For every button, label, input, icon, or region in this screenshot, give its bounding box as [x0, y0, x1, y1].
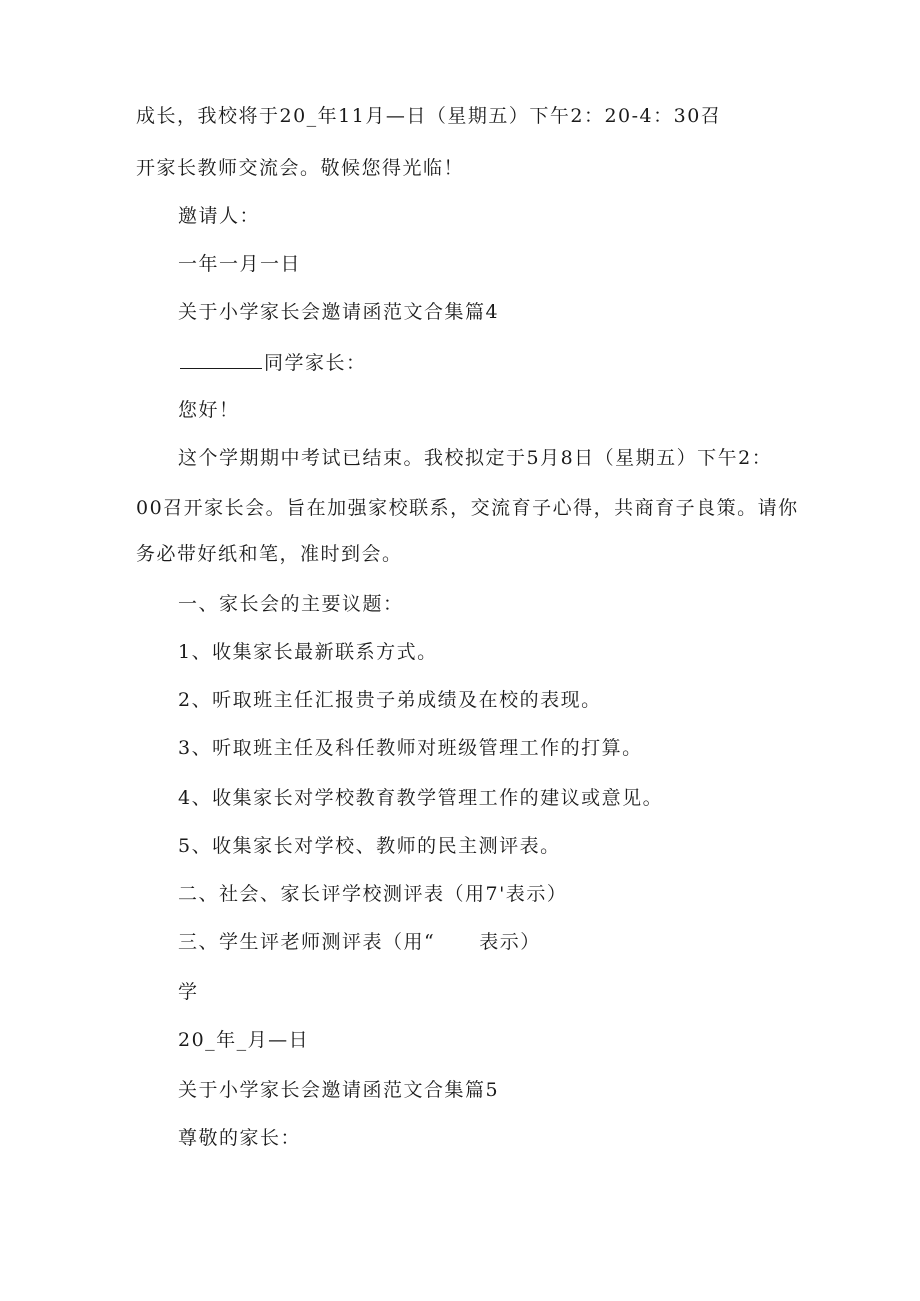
date-line: 20_年_月—日: [178, 1029, 310, 1051]
list-item: 5、收集家长对学校、教师的民主测评表。: [178, 835, 561, 857]
list-item: 3、听取班主任及科任教师对班级管理工作的打算。: [178, 737, 643, 759]
paragraph-line: 成长，我校将于20_年11月—日（星期五）下午2：20-4：30召: [136, 105, 722, 127]
text-fragment: 学: [178, 981, 199, 1003]
paragraph-line: 开家长教师交流会。敬候您得光临！: [136, 157, 465, 179]
inviter-label: 邀请人：: [178, 205, 261, 227]
list-heading: [178, 930, 541, 954]
greeting: 您好！: [178, 399, 240, 421]
salutation: 尊敬的家长：: [178, 1127, 302, 1149]
list-heading: 二、社会、家长评学校测评表（用7'表示）: [178, 883, 568, 905]
section-heading: 关于小学家长会邀请函范文合集篇4: [178, 301, 500, 323]
list-item: 4、收集家长对学校教育教学管理工作的建议或意见。: [178, 787, 664, 809]
list-heading-part: 表示）: [479, 931, 541, 953]
list-heading: 一、家长会的主要议题：: [178, 593, 404, 615]
section-heading: 关于小学家长会邀请函范文合集篇5: [178, 1079, 500, 1101]
list-item: 1、收集家长最新联系方式。: [178, 641, 438, 663]
paragraph-line: 务必带好纸和笔，准时到会。: [136, 543, 403, 565]
paragraph-line: 00召开家长会。旨在加强家校联系，交流育子心得，共商育子良策。请你: [136, 497, 799, 519]
paragraph-line: 这个学期期中考试已结束。我校拟定于5月8日（星期五）下午2：: [178, 447, 773, 469]
salutation: [180, 350, 367, 375]
date-line: 一年一月一日: [178, 253, 302, 275]
name-blank: [180, 350, 262, 369]
list-item: 2、听取班主任汇报贵子弟成绩及在校的表现。: [178, 689, 602, 711]
list-heading-part: 三、学生评老师测评表（用“: [178, 931, 436, 953]
salutation-text: 同学家长：: [264, 352, 367, 374]
